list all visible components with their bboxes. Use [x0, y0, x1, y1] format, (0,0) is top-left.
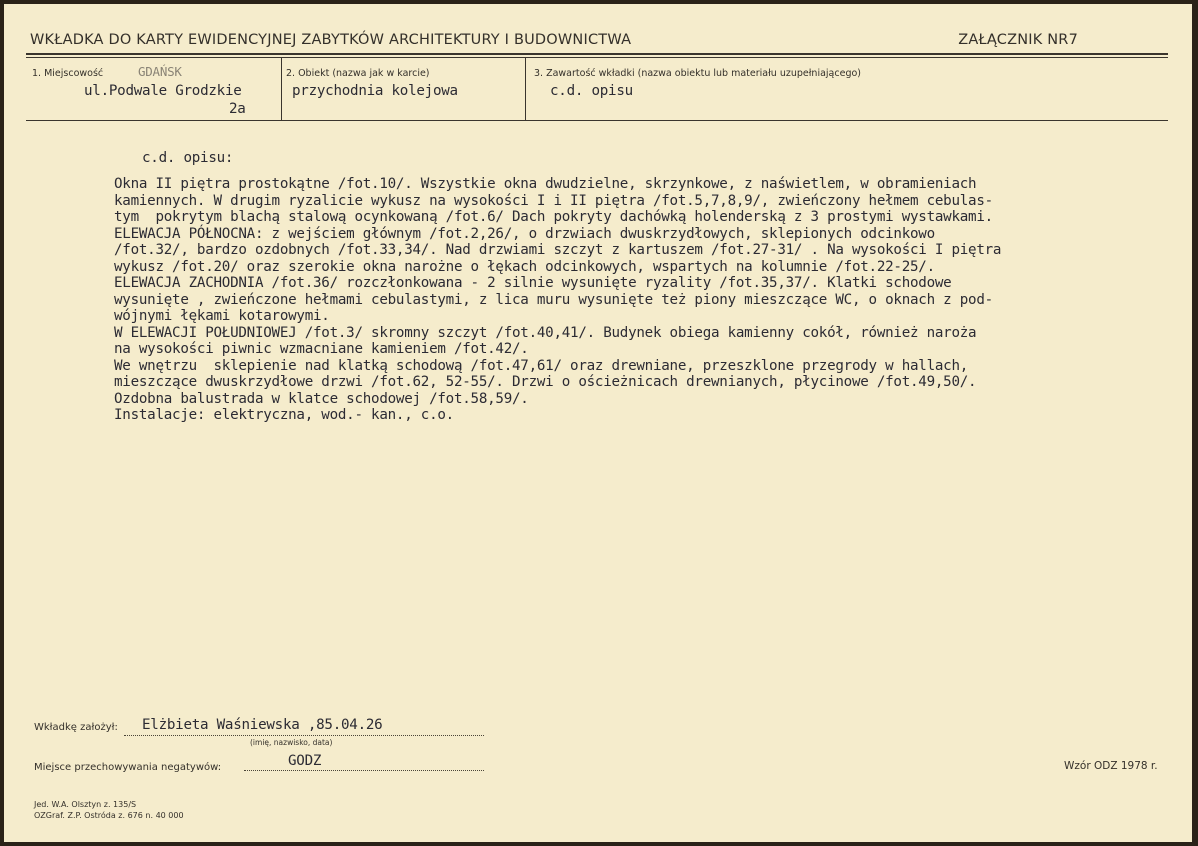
field-1-number: 2a — [229, 101, 246, 117]
text-line: na wysokości piwnic wzmacniane kamieniem /fot.42/. — [114, 341, 529, 357]
author-label: Wkładkę założył: — [34, 722, 118, 733]
author-dotted-line — [124, 735, 484, 736]
fields-bottom-rule — [26, 120, 1168, 121]
author-caption: (imię, nazwisko, data) — [250, 738, 333, 747]
storage-dotted-line — [244, 770, 484, 771]
text-line: Okna II piętra prostokątne /fot.10/. Wszystkie okna dwudzielne, skrzynkowe, z naświetlem, w obramieniach — [114, 176, 977, 192]
author-value: Elżbieta Waśniewska ,85.04.26 — [142, 717, 383, 733]
text-line: wysunięte , zwieńczone hełmami cebulastymi, z lica muru wysunięte też piony mieszczące WC, o oknach z pod- — [114, 291, 993, 308]
printer-imprint: OZGraf. Z.P. Ostróda z. 676 n. 40 000 — [34, 811, 184, 820]
text-line: /fot.32/, bardzo ozdobnych /fot.33,34/. Nad drzwiami szczyt z kartuszem /fot.27-31/ . Na wysokości I piętra — [114, 242, 1002, 258]
header-rule-thin — [26, 57, 1168, 58]
description-body — [114, 176, 1001, 424]
field-1-city: GDAŃSK — [138, 64, 182, 79]
field-2-label: 2. Obiekt (nazwa jak w karcie) — [286, 68, 430, 79]
text-line: wykusz /fot.20/ oraz szerokie okna narożne o łękach odcinkowych, wspartych na kolumnie /fot.22-25/. — [114, 258, 935, 275]
text-line: We wnętrzu sklepienie nad klatką schodową /fot.47,61/ oraz drewniane, przeszklone przegrody w hallach, — [114, 357, 969, 374]
field-divider — [281, 58, 282, 120]
template-mark: Wzór ODZ 1978 r. — [1064, 760, 1158, 772]
field-1-label: 1. Miejscowość — [32, 68, 104, 79]
field-divider — [525, 58, 526, 120]
text-line: kamiennych. W drugim ryzalicie wykusz na wysokości I i II piętra /fot.5,7,8,9/, zwieńczony hełmem cebulas- — [114, 192, 993, 209]
field-2-value: przychodnia kolejowa — [292, 83, 458, 99]
text-line: Ozdobna balustrada w klatce schodowej /fot.58,59/. — [114, 390, 529, 407]
annex-number: ZAŁĄCZNIK NR7 — [958, 32, 1078, 48]
field-3-value: c.d. opisu — [550, 83, 633, 99]
text-line: Instalacje: elektryczna, wod.- kan., c.o. — [114, 407, 454, 423]
text-line: W ELEWACJI POŁUDNIOWEJ /fot.3/ skromny szczyt /fot.40,41/. Budynek obiega kamienny cokół, również naroża — [114, 324, 977, 341]
printer-imprint: Jed. W.A. Olsztyn z. 135/S — [34, 800, 137, 809]
inventory-card-insert — [4, 4, 1192, 842]
document-title: WKŁADKA DO KARTY EWIDENCYJNEJ ZABYTKÓW ARCHITEKTURY I BUDOWNICTWA — [30, 32, 632, 48]
description-heading: c.d. opisu: — [142, 150, 234, 166]
field-3-label: 3. Zawartość wkładki (nazwa obiektu lub materiału uzupełniającego) — [534, 68, 861, 79]
storage-label: Miejsce przechowywania negatywów: — [34, 762, 222, 773]
header-rule-thick — [26, 53, 1168, 55]
text-line: wójnymi łękami kotarowymi. — [114, 308, 330, 324]
text-line: ELEWACJA PÓŁNOCNA: z wejściem głównym /fot.2,26/, o drzwiach dwuskrzydłowych, sklepionych odcinkowo — [114, 225, 935, 242]
text-line: mieszczące dwuskrzydłowe drzwi /fot.62, 52-55/. Drzwi o ościeżnicach drewnianych, płycinowe /fot.49,50/. — [114, 374, 977, 390]
text-line: ELEWACJA ZACHODNIA /fot.36/ rozczłonkowana - 2 silnie wysunięte ryzality /fot.35,37/. Klatki schodowe — [114, 275, 952, 291]
field-1-street: ul.Podwale Grodzkie — [84, 83, 242, 99]
storage-value: GODZ — [288, 753, 322, 769]
text-line: tym pokrytym blachą stalową ocynkowaną /fot.6/ Dach pokryty dachówką holenderską z 3 prostymi wystawkami. — [114, 209, 993, 225]
